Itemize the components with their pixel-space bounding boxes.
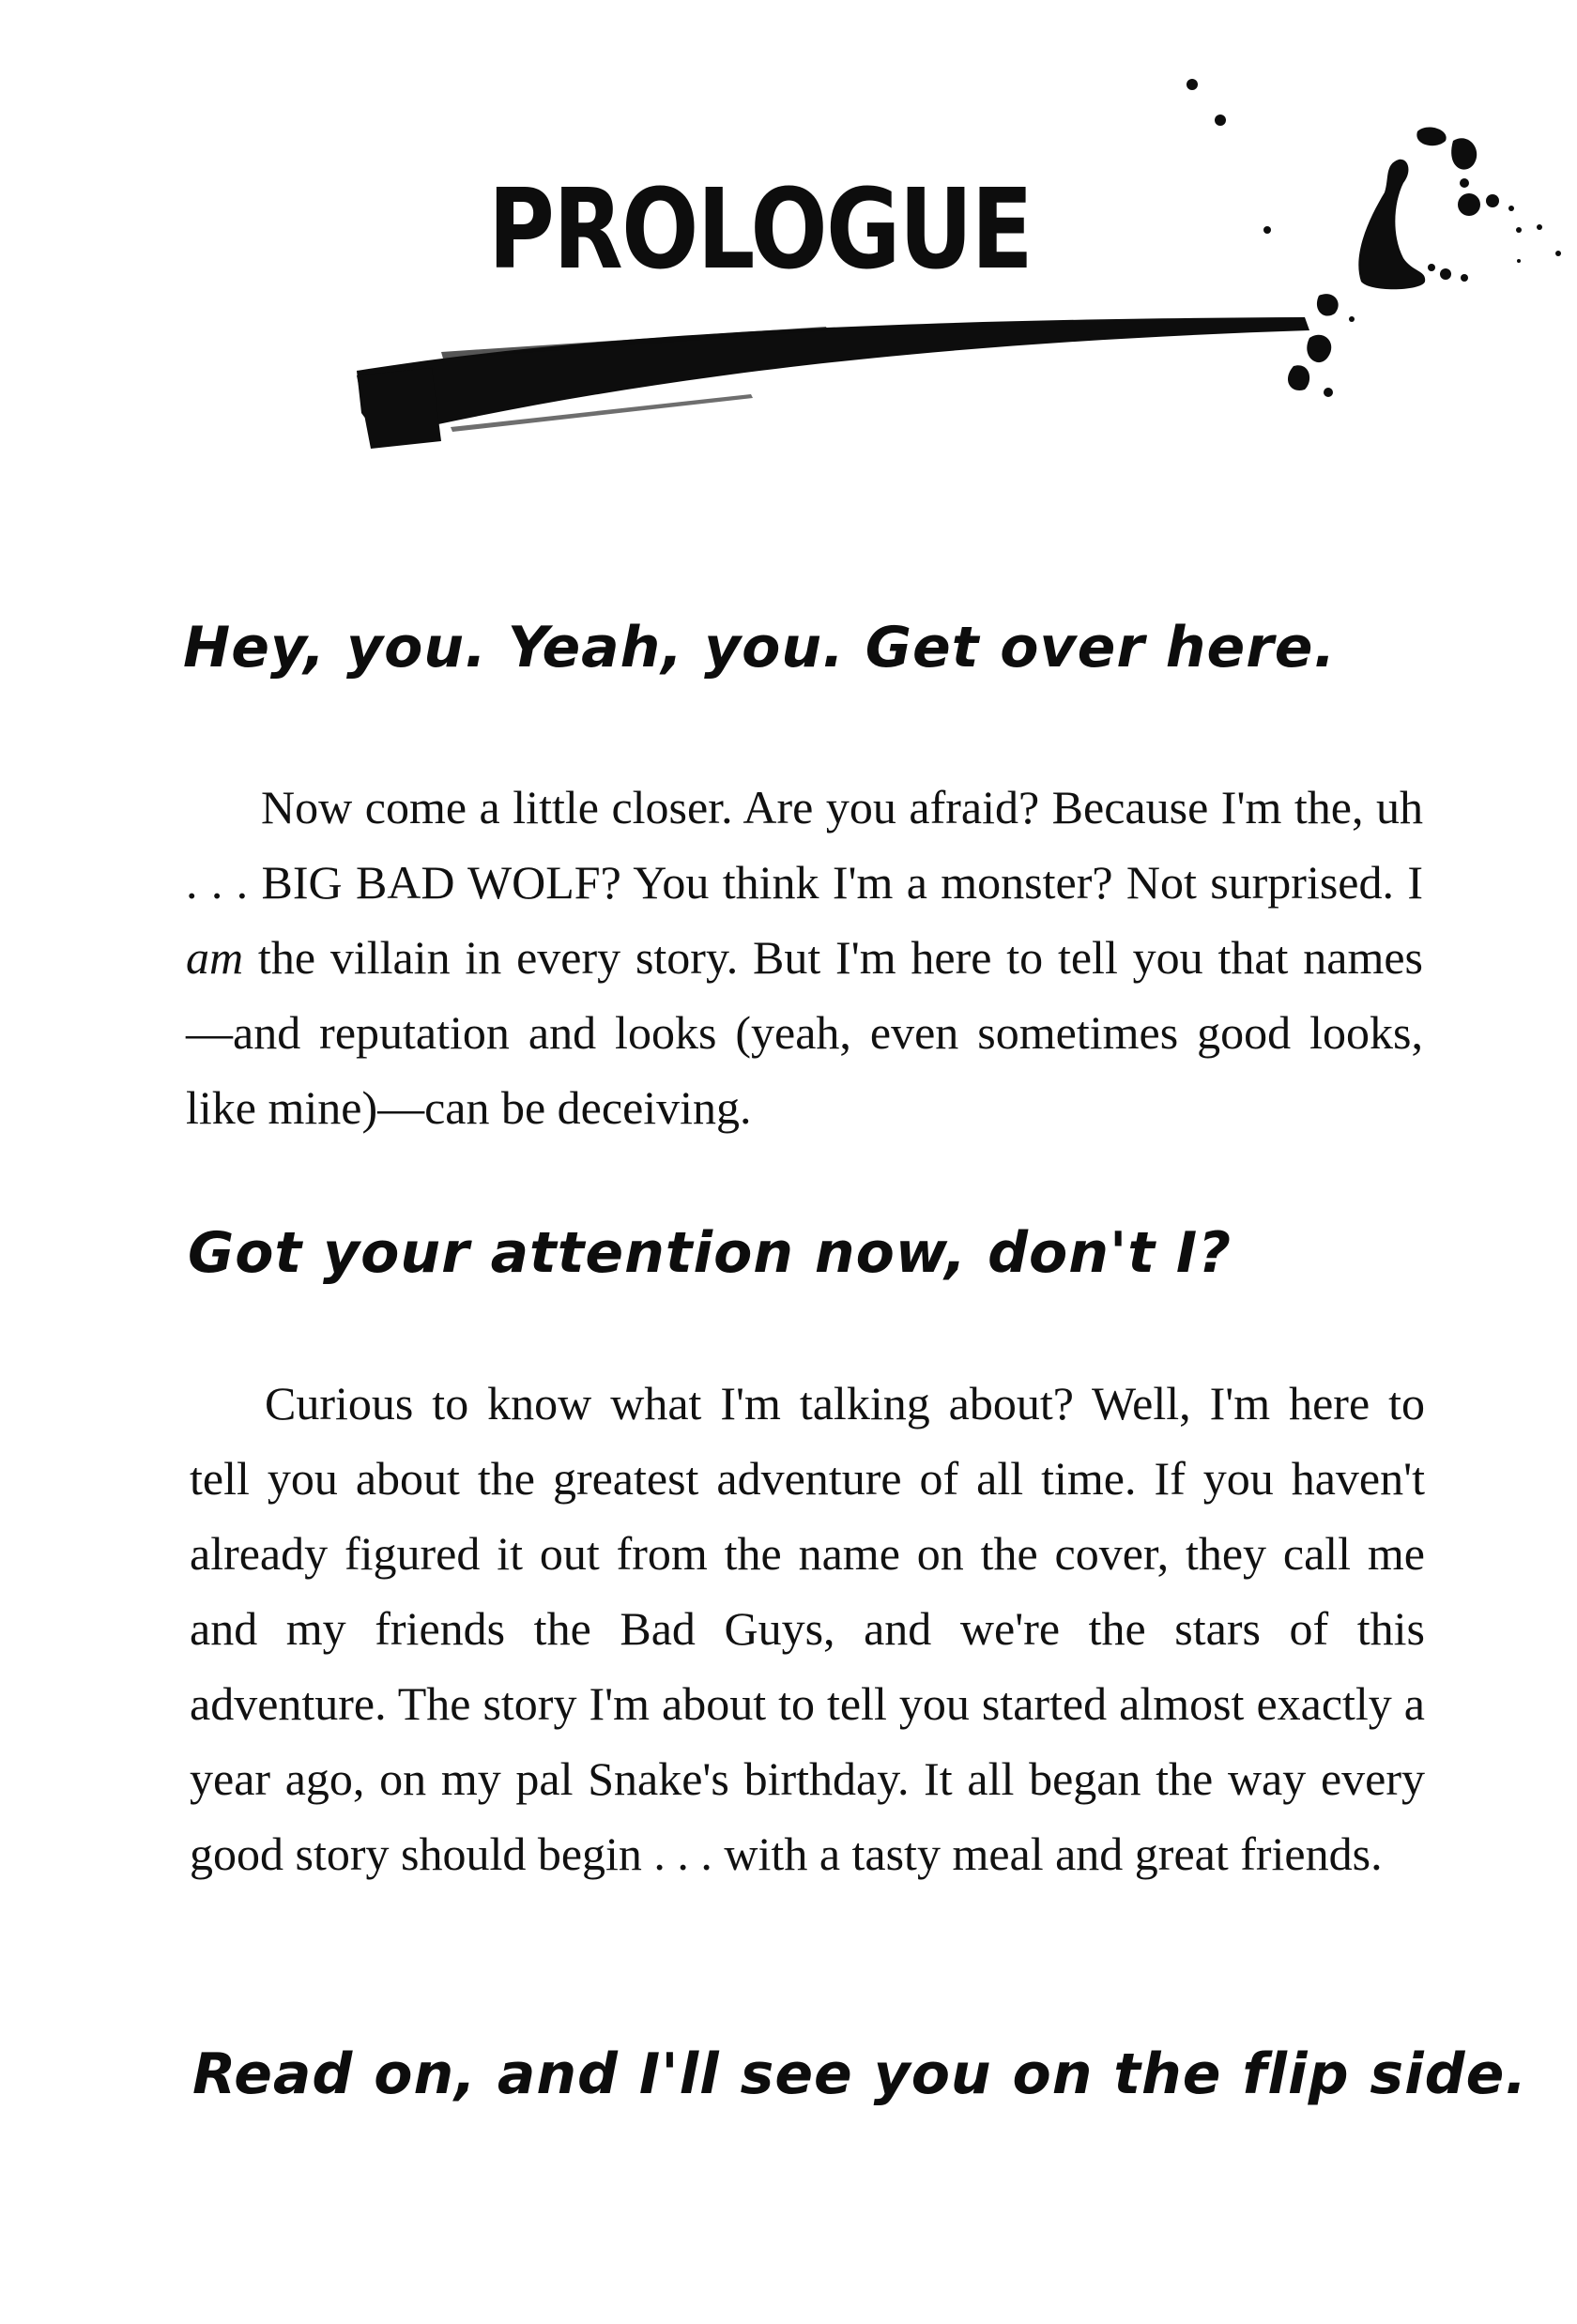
paragraph-intro-text-b: the villain in every story. But I'm here to tell you that names—and reputation and looks (yeah, even sometimes good looks, like mine)—can be deceiving. <box>186 931 1423 1134</box>
brush-stroke <box>357 317 1309 432</box>
handwritten-line-outro: Read on, and I'll see you on the flip side. <box>192 2041 1528 2107</box>
paragraph-story: Curious to know what I'm talking about? Well, I'm here to tell you about the greatest adventure of all time. If you haven't already figured it out from the name on the cover, they call me and my friends the Bad Guys, and we're the stars of this adventure. The story I'm about to tell you started almost exactly a year ago, on my pal Snake's birthday. It all began the way every good story should begin . . . with a tasty meal and great friends. <box>190 1377 1425 1880</box>
paragraph-intro <box>186 770 1423 1145</box>
handwritten-line-intro: Hey, you. Yeah, you. Get over here. <box>183 615 1337 680</box>
handwritten-line-attention: Got your attention now, don't I? <box>188 1220 1233 1286</box>
ink-splat-large <box>1358 160 1425 289</box>
chapter-title: PROLOGUE <box>488 164 1033 294</box>
paragraph-intro-emphasis: am <box>186 931 244 984</box>
paragraph-intro-text-a: Now come a little closer. Are you afraid? Because I'm the, uh . . . BIG BAD WOLF? You think I'm a monster? Not surprised. I <box>186 781 1423 909</box>
brush-stroke-tail <box>357 368 441 449</box>
